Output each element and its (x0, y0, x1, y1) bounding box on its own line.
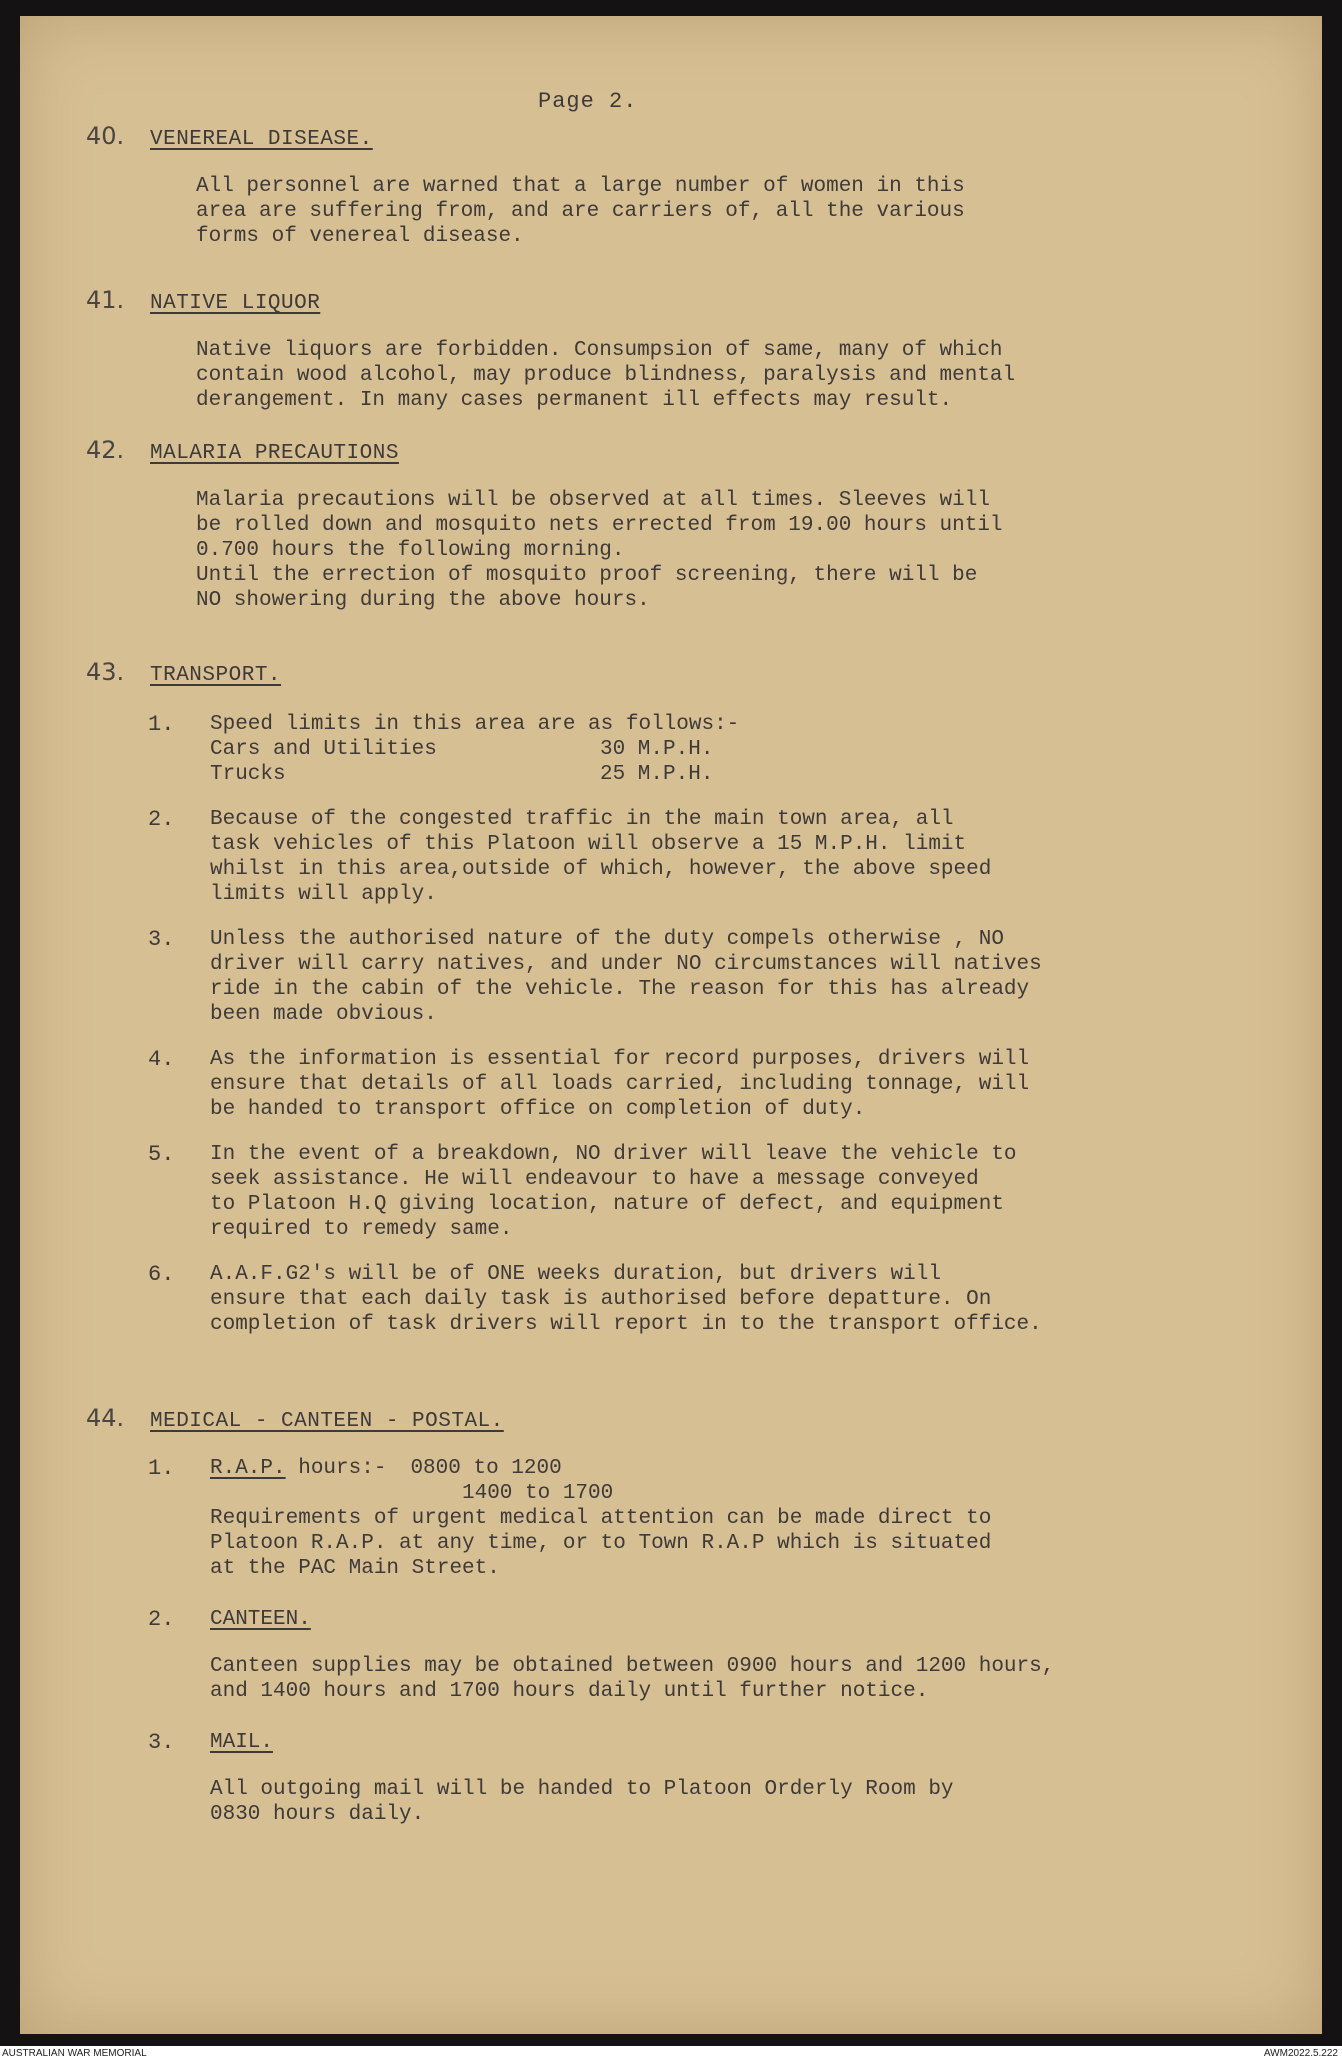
list-item (86, 1047, 1266, 1122)
item-number: 6. (148, 1262, 175, 1287)
list-item (86, 712, 1266, 787)
speed-limit: 25 M.P.H. (600, 763, 714, 786)
vehicle-type: Trucks (210, 763, 286, 786)
subsection-title: CANTEEN. (210, 1608, 311, 1631)
item-text: Because of the congested traffic in the main town area, all task vehicles of this Platoon will observe a 15 M.P.H. limit whilst in this area,outside of which, however, the above speed limits will apply. (210, 808, 992, 906)
list-item (86, 807, 1266, 907)
item-number: 3. (148, 927, 175, 952)
item-number: 1. (148, 712, 175, 737)
table-row (210, 737, 1230, 762)
item-text: Requirements of urgent medical attention can be made direct to Platoon R.A.P. at any time, or to Town R.A.P which is situated at the PAC Main Street. (210, 1507, 992, 1580)
item-text: Unless the authorised nature of the duty compels otherwise , NO driver will carry natives, and under NO circumstances will natives ride in the cabin of the vehicle. The reason for this has already been made obvious. (210, 928, 1042, 1026)
rap-hours-morning: 0800 to 1200 (410, 1457, 562, 1480)
item-text: All outgoing mail will be handed to Platoon Orderly Room by 0830 hours daily. (210, 1778, 954, 1826)
section-number: 42. (86, 436, 125, 464)
section-text: Native liquors are forbidden. Consumpsion of same, many of which contain wood alcohol, may produce blindness, paralysis and mental derangement. In many cases permanent ill effects may result. (196, 339, 1016, 412)
section-title: TRANSPORT. (150, 664, 282, 687)
vehicle-type: Cars and Utilities (210, 738, 437, 761)
item-text: A.A.F.G2's will be of ONE weeks duration, but drivers will ensure that each daily task is authorised before depatture. On completion of task drivers will report in to the transport office. (210, 1263, 1042, 1336)
section-41 (86, 286, 1266, 413)
speed-limit-table (210, 737, 1230, 787)
footer-source: AUSTRALIAN WAR MEMORIAL (2, 2048, 147, 2059)
item-number: 3. (148, 1730, 175, 1755)
item-text: As the information is essential for record purposes, drivers will ensure that details of all loads carried, including tonnage, will be handed to transport office on completion of duty. (210, 1048, 1030, 1121)
table-row (210, 762, 1230, 787)
section-number: 40. (86, 122, 125, 150)
item-text: Canteen supplies may be obtained between 0900 hours and 1200 hours, and 1400 hours and 1700 hours daily until further notice. (210, 1655, 1055, 1703)
item-text: Speed limits in this area are as follows:- (210, 713, 740, 736)
list-item (86, 1142, 1266, 1242)
list-item-mail (86, 1730, 1266, 1827)
section-number: 44. (86, 1404, 125, 1432)
footer-reference: AWM2022.5.222 (1263, 2048, 1338, 2059)
subsection-title: MAIL. (210, 1731, 274, 1754)
item-number: 2. (148, 807, 175, 832)
rap-label-suffix: hours:- (285, 1457, 387, 1480)
section-43 (86, 658, 1266, 1337)
rap-hours-afternoon: 1400 to 1700 (462, 1482, 614, 1505)
section-text: All personnel are warned that a large number of women in this area are suffering from, and are carriers of, all the various forms of venereal disease. (196, 175, 965, 248)
list-item (86, 1262, 1266, 1337)
section-title: NATIVE LIQUOR (150, 292, 321, 315)
item-number: 5. (148, 1142, 175, 1167)
list-item-rap (86, 1456, 1266, 1581)
rap-label: R.A.P. (210, 1457, 286, 1480)
rap-hours-row (210, 1456, 1230, 1481)
section-title: MALARIA PRECAUTIONS (150, 442, 399, 465)
page-number: Page 2. (538, 89, 638, 114)
section-number: 43. (86, 658, 125, 686)
speed-limit: 30 M.P.H. (600, 738, 714, 761)
section-title: MEDICAL - CANTEEN - POSTAL. (150, 1410, 504, 1433)
section-title: VENEREAL DISEASE. (150, 128, 373, 151)
section-text: Malaria precautions will be observed at all times. Sleeves will be rolled down and mosquito nets errected from 19.00 hours until 0.700 hours the following morning. Until the errection of mosquito proof screening, there will be NO showering during the above hours. (196, 489, 1003, 612)
item-number: 2. (148, 1607, 175, 1632)
section-44 (86, 1404, 1266, 1827)
list-item (86, 927, 1266, 1027)
list-item-canteen (86, 1607, 1266, 1704)
section-40 (86, 122, 1266, 249)
item-number: 1. (148, 1456, 175, 1481)
section-number: 41. (86, 286, 125, 314)
item-number: 4. (148, 1047, 175, 1072)
item-text: In the event of a breakdown, NO driver will leave the vehicle to seek assistance. He will endeavour to have a message conveyed to Platoon H.Q giving location, nature of defect, and equipment required to remedy same. (210, 1143, 1017, 1241)
section-42 (86, 436, 1266, 613)
document-page (20, 16, 1322, 2034)
